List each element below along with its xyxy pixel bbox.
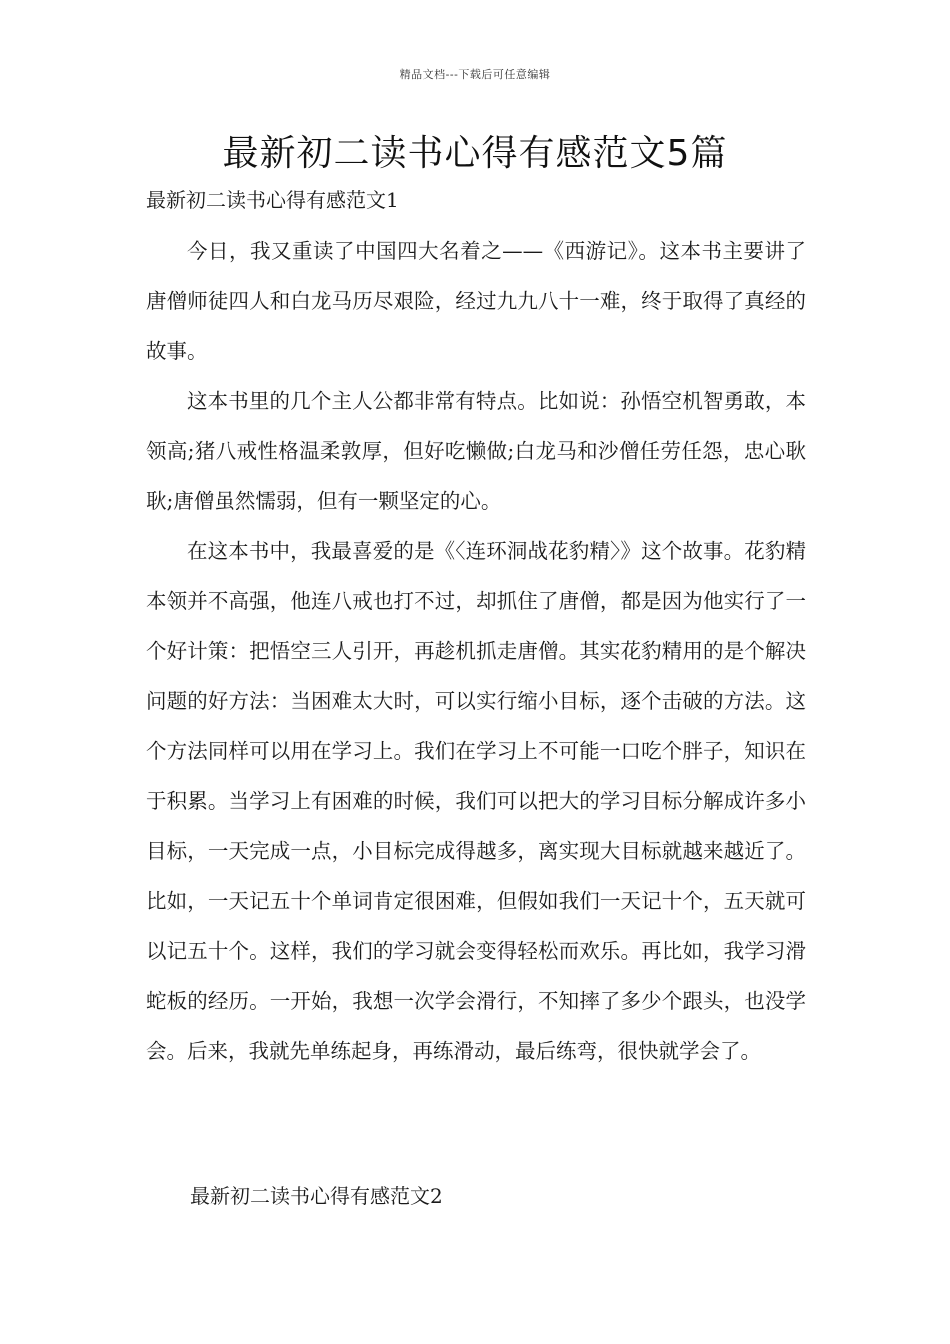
paragraph-2-text: 这本书里的几个主人公都非常有特点。比如说：孙悟空机智勇敢，本领高;猪八戒性格温柔敦厚，但好吃懒做;白龙马和沙僧任劳任怨，忠心耿耿;唐僧虽然懦弱，但有一颗坚定的心。	[146, 389, 806, 513]
paragraph-1	[146, 226, 806, 376]
header-note: 精品文档---下载后可任意编辑	[399, 68, 551, 81]
section-heading-1: 最新初二读书心得有感范文1	[146, 188, 399, 212]
paragraph-3	[146, 526, 806, 1076]
paragraph-1-text: 今日，我又重读了中国四大名着之——《西游记》。这本书主要讲了唐僧师徒四人和白龙马历尽艰险，经过九九八十一难，终于取得了真经的故事。	[146, 239, 806, 363]
paragraph-2	[146, 376, 806, 526]
document-title: 最新初二读书心得有感范文5篇	[222, 133, 728, 174]
paragraph-3-text: 在这本书中，我最喜爱的是《〈连环洞战花豹精〉》这个故事。花豹精本领并不高强，他连八戒也打不过，却抓住了唐僧，都是因为他实行了一个好计策：把悟空三人引开，再趁机抓走唐僧。其实花豹精用的是个解决问题的好方法：当困难太大时，可以实行缩小目标，逐个击破的方法。这个方法同样可以用在学习上。我们在学习上不可能一口吃个胖子，知识在于积累。当学习上有困难的时候，我们可以把大的学习目标分解成许多小目标，一天完成一点，小目标完成得越多，离实现大目标就越来越近了。比如，一天记五十个单词肯定很困难，但假如我们一天记十个，五天就可以记五十个。这样，我们的学习就会变得轻松而欢乐。再比如，我学习滑蛇板的经历。一开始，我想一次学会滑行，不知摔了多少个跟头，也没学会。后来，我就先单练起身，再练滑动，最后练弯，很快就学会了。	[146, 539, 806, 1063]
section-heading-2: 最新初二读书心得有感范文2	[190, 1184, 443, 1208]
